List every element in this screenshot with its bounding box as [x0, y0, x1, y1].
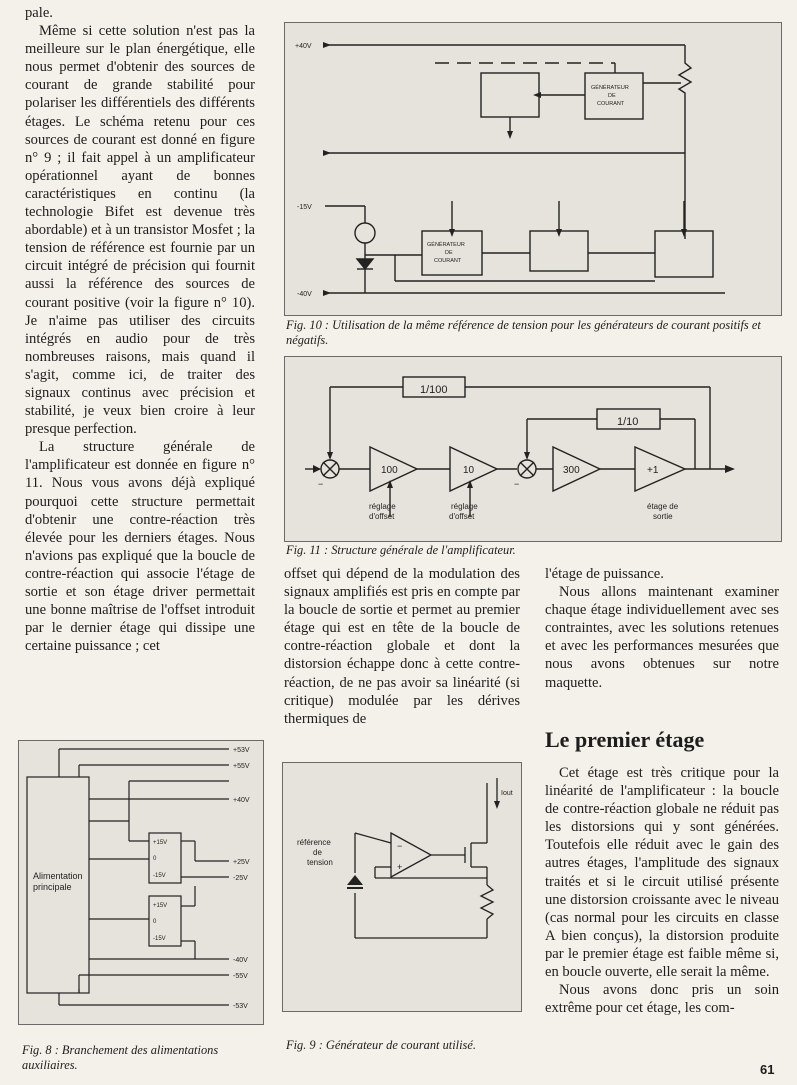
stage-label: d'offset — [449, 512, 475, 521]
voltage-label: -53V — [233, 1003, 248, 1010]
reg-label: -15V — [153, 873, 166, 879]
rail-label: -15V — [297, 204, 312, 211]
gain-label: +1 — [647, 465, 659, 476]
paragraph: La structure générale de l'amplificateur est donnée en figure n° 11. Nous vous avons déjà expliqué pourquoi cette structure permettait d'obtenir une contre-réaction très élevée pour les derniers étages. Nous n'avions pas expliqué que la boucle de contre-réaction qui associe l'étage de sortie et son étage driver permettait une bonne maîtrise de l'offset introduit par le dernier étage qui dissipe une certaine puissance ; cet — [25, 439, 255, 655]
voltage-label: +55V — [233, 763, 250, 770]
block-label: DE — [445, 250, 453, 256]
svg-text:−: − — [397, 841, 403, 851]
stage-label: d'offset — [369, 512, 395, 521]
voltage-label: -55V — [233, 973, 248, 980]
rail-label: -40V — [297, 291, 312, 298]
svg-text:+: + — [397, 862, 403, 872]
block-label: COURANT — [434, 258, 462, 264]
column-3-bottom — [545, 764, 779, 1017]
reg-label: -15V — [153, 936, 166, 942]
column-2 — [284, 565, 520, 728]
section-heading: Le premier étage — [545, 727, 705, 752]
rail-label: +40V — [295, 43, 312, 50]
svg-text:−: − — [318, 479, 324, 489]
paragraph: pale. — [25, 5, 53, 21]
fig11-schematic — [285, 357, 781, 541]
iout-label: Iout — [501, 790, 513, 797]
column-1 — [25, 4, 255, 655]
figure-9 — [282, 762, 522, 1012]
paragraph: Même si cette solution n'est pas la meilleure sur le plan énergétique, elle nous permet d'obtenir des sources de courant de grande stabilité pour polariser les différentiels des différents étages. Le schéma retenu pour ces sources de courant est donné en figure n° 9 ; il fait appel à un amplificateur opérationnel ayant de bonnes caractéristiques en continu (la technologie Bifet est devenue très abordable) et à un transistor Mosfet ; la tension de référence est fournie par un circuit intégré de précision qui fournit aussi la référence des sources de courant positive (voir la figure n° 10). Je n'aime pas utiliser des circuits intégrés en audio pour de très nombreuses raisons, mais quand il s'agit, comme ici, de traiter des signaux continus avec précision et stabilité, je veux bien croire à leur presque perfection. — [25, 23, 255, 438]
stage-label: réglage — [369, 502, 396, 511]
gain-label: 300 — [563, 465, 580, 476]
block-label: GÉNÉRATEUR — [591, 85, 629, 91]
paragraph: Nous allons maintenant examiner chaque étage individuellement avec ses contraintes, avec les solutions retenues et avec les performances mesurées que nous avons obtenues sur notre maquette. — [545, 584, 779, 691]
reg-label: +15V — [153, 840, 168, 846]
voltage-label: +25V — [233, 859, 250, 866]
fig9-schematic — [283, 763, 521, 1011]
gain-label: 100 — [381, 465, 398, 476]
block-label: Alimentation — [33, 871, 83, 881]
column-3-top — [545, 565, 779, 692]
voltage-label: -40V — [233, 957, 248, 964]
ref-label: tension — [307, 858, 333, 867]
figure-8-caption: Fig. 8 : Branchement des alimentations auxiliaires. — [22, 1043, 219, 1072]
block-label: principale — [33, 882, 72, 892]
figure-10 — [284, 22, 782, 316]
reg-label: 0 — [153, 919, 157, 925]
block-label: DE — [608, 93, 616, 99]
paragraph: Nous avons donc pris un soin extrême pour cet étage, les com- — [545, 982, 779, 1017]
stage-label: étage de — [647, 502, 679, 511]
svg-text:−: − — [514, 479, 520, 489]
page-number: 61 — [760, 1062, 775, 1077]
feedback-label: 1/100 — [420, 384, 448, 396]
figure-11 — [284, 356, 782, 542]
fig8-schematic — [19, 741, 263, 1024]
block-label: GÉNÉRATEUR — [427, 242, 465, 248]
paragraph: offset qui dépend de la modulation des signaux amplifiés est pris en compte par la boucle de sortie et permet au premier étage qui est en tête de la boucle de contre-réaction globale et dont la distorsion échappe donc à cette contre-réaction, de ne pas avoir sa linéarité (si critique) modulée par les dérives thermiques de — [284, 566, 520, 727]
ref-label: de — [313, 848, 322, 857]
figure-11-caption: Fig. 11 : Structure générale de l'amplificateur. — [286, 543, 516, 557]
reg-label: +15V — [153, 903, 168, 909]
voltage-label: -25V — [233, 875, 248, 882]
feedback-label: 1/10 — [617, 416, 639, 428]
gain-label: 10 — [463, 465, 475, 476]
fig10-schematic — [285, 23, 781, 315]
block-label: COURANT — [597, 101, 625, 107]
figure-8 — [18, 740, 264, 1025]
paragraph: l'étage de puissance. — [545, 566, 664, 582]
voltage-label: +53V — [233, 747, 250, 754]
stage-label: réglage — [451, 502, 478, 511]
ref-label: référence — [297, 838, 331, 847]
stage-label: sortie — [653, 512, 673, 521]
voltage-label: +40V — [233, 797, 250, 804]
figure-10-caption: Fig. 10 : Utilisation de la même référence de tension pour les générateurs de courant positifs et négatifs. — [286, 318, 761, 347]
reg-label: 0 — [153, 856, 157, 862]
figure-9-caption: Fig. 9 : Générateur de courant utilisé. — [286, 1038, 476, 1052]
paragraph: Cet étage est très critique pour la linéarité de l'amplificateur : la boucle de contre-réaction globale ne réduit pas les distorsions qui y sont générées. Toutefois elle réduit avec le gain des autres étages, l'amplitude des signaux traités et si le circuit utilisé présente une distorsion croissante avec le niveau (cas normal pour les circuits en classe A bien conçus), la distorsion produite par le premier étage est faible même si, en boucle ouverte, elle serait la même. — [545, 765, 779, 981]
